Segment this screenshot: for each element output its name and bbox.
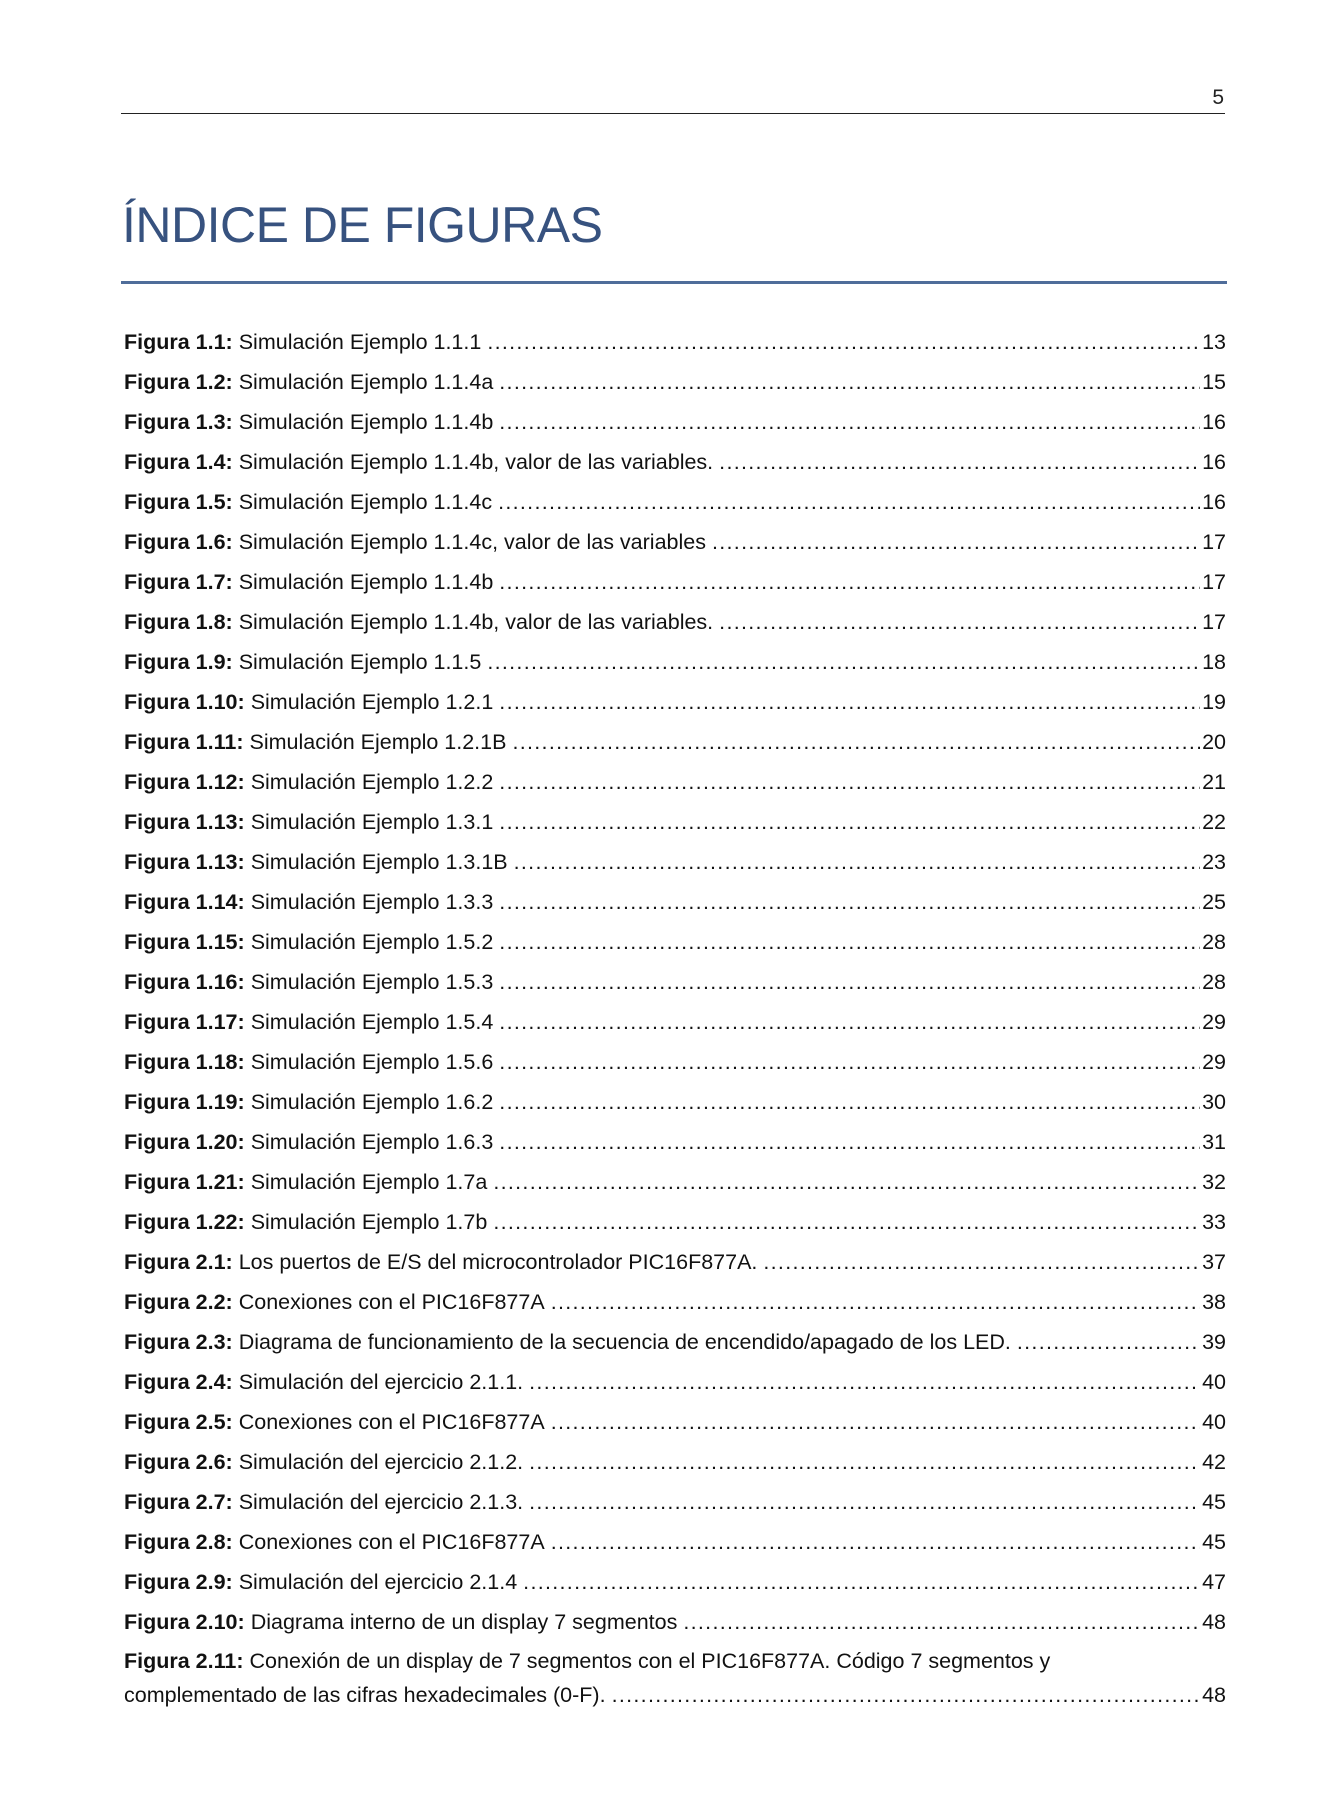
dot-leader	[493, 1162, 1200, 1202]
page-ref: 39	[1202, 1330, 1226, 1354]
toc-entry[interactable]	[124, 1122, 1226, 1162]
figure-caption: Simulación Ejemplo 1.6.2	[250, 1090, 494, 1114]
title-rule	[121, 281, 1227, 284]
figure-label: Figura 2.1:	[124, 1250, 233, 1274]
figure-label: Figura 1.22:	[124, 1210, 245, 1234]
page-ref: 15	[1202, 370, 1226, 394]
toc-entry[interactable]	[124, 1562, 1226, 1602]
dot-leader	[499, 882, 1200, 922]
figure-caption: Simulación del ejercicio 2.1.3.	[238, 1490, 524, 1514]
figure-label: Figura 2.8:	[124, 1530, 233, 1554]
page-ref: 20	[1202, 730, 1226, 754]
figure-caption: Simulación Ejemplo 1.1.4c, valor de las variables	[238, 530, 706, 554]
page-ref: 13	[1202, 330, 1226, 354]
dot-leader	[712, 522, 1200, 562]
dot-leader	[523, 1562, 1200, 1602]
dot-leader	[499, 962, 1200, 1002]
toc-entry[interactable]	[124, 1082, 1226, 1122]
figure-label: Figura 1.11:	[124, 730, 244, 754]
figure-caption: Conexiones con el PIC16F877A	[238, 1290, 545, 1314]
toc-entry[interactable]	[124, 1602, 1226, 1642]
figure-caption-continued: complementado de las cifras hexadecimales (0-F).	[124, 1683, 606, 1707]
toc-entry[interactable]	[124, 1202, 1226, 1242]
dot-leader	[1017, 1322, 1200, 1362]
figure-label: Figura 2.3:	[124, 1330, 233, 1354]
page-ref: 40	[1202, 1370, 1226, 1394]
figure-caption: Simulación Ejemplo 1.1.5	[238, 650, 482, 674]
page-ref: 25	[1202, 890, 1226, 914]
dot-leader	[529, 1362, 1200, 1402]
toc-entry[interactable]	[124, 682, 1226, 722]
figure-label: Figura 1.1:	[124, 330, 233, 354]
figure-caption: Simulación Ejemplo 1.3.1	[250, 810, 494, 834]
page-ref: 33	[1202, 1210, 1226, 1234]
figure-label: Figura 2.2:	[124, 1290, 233, 1314]
page-ref: 37	[1202, 1250, 1226, 1274]
figure-caption: Los puertos de E/S del microcontrolador PIC16F877A.	[238, 1250, 758, 1274]
toc-entry[interactable]	[124, 602, 1226, 642]
figure-label: Figura 1.4:	[124, 450, 233, 474]
dot-leader	[493, 1202, 1200, 1242]
figure-caption: Simulación Ejemplo 1.2.2	[250, 770, 494, 794]
dot-leader	[551, 1282, 1200, 1322]
page-ref: 17	[1202, 530, 1226, 554]
figure-caption: Simulación Ejemplo 1.5.3	[250, 970, 494, 994]
figure-label: Figura 1.7:	[124, 570, 233, 594]
figure-index-list	[124, 322, 1226, 1712]
dot-leader	[612, 1678, 1201, 1712]
page-ref: 28	[1202, 970, 1226, 994]
figure-caption: Simulación del ejercicio 2.1.1.	[238, 1370, 524, 1394]
page-ref: 29	[1202, 1050, 1226, 1074]
figure-label: Figura 1.19:	[124, 1090, 245, 1114]
page-title: ÍNDICE DE FIGURAS	[122, 197, 603, 253]
figure-caption: Simulación Ejemplo 1.7b	[250, 1210, 488, 1234]
figure-label: Figura 2.4:	[124, 1370, 233, 1394]
dot-leader	[499, 1002, 1200, 1042]
dot-leader	[551, 1402, 1200, 1442]
figure-label: Figura 1.5:	[124, 490, 233, 514]
toc-entry[interactable]	[124, 1442, 1226, 1482]
toc-entry[interactable]	[124, 1322, 1226, 1362]
dot-leader	[763, 1242, 1200, 1282]
dot-leader	[499, 362, 1200, 402]
page-ref: 28	[1202, 930, 1226, 954]
page-ref: 42	[1202, 1450, 1226, 1474]
toc-entry[interactable]	[124, 722, 1226, 762]
dot-leader	[529, 1442, 1200, 1482]
dot-leader	[499, 682, 1200, 722]
figure-caption: Simulación Ejemplo 1.1.4c	[238, 490, 493, 514]
dot-leader	[499, 562, 1200, 602]
toc-entry[interactable]	[124, 402, 1226, 442]
figure-label: Figura 1.13:	[124, 810, 245, 834]
figure-label: Figura 1.2:	[124, 370, 233, 394]
figure-label: Figura 1.12:	[124, 770, 245, 794]
figure-label: Figura 1.10:	[124, 690, 245, 714]
page-ref: 16	[1202, 450, 1226, 474]
dot-leader	[499, 402, 1200, 442]
figure-caption: Simulación Ejemplo 1.2.1B	[249, 730, 507, 754]
dot-leader	[499, 762, 1200, 802]
toc-entry[interactable]	[124, 1042, 1226, 1082]
page-ref: 47	[1202, 1570, 1226, 1594]
page-ref: 48	[1202, 1683, 1226, 1707]
figure-label: Figura 2.9:	[124, 1570, 233, 1594]
dot-leader	[499, 1042, 1200, 1082]
toc-entry[interactable]	[124, 1242, 1226, 1282]
dot-leader	[487, 322, 1200, 362]
figure-label: Figura 2.5:	[124, 1410, 233, 1434]
toc-entry[interactable]	[124, 642, 1226, 682]
dot-leader	[514, 842, 1200, 882]
figure-label: Figura 2.6:	[124, 1450, 233, 1474]
toc-entry-second-line	[124, 1678, 1226, 1712]
toc-entry[interactable]	[124, 1002, 1226, 1042]
figure-label: Figura 1.18:	[124, 1050, 245, 1074]
figure-caption: Simulación Ejemplo 1.5.2	[250, 930, 494, 954]
figure-caption: Simulación Ejemplo 1.3.3	[250, 890, 494, 914]
figure-label: Figura 1.13:	[124, 850, 245, 874]
toc-entry[interactable]	[124, 1362, 1226, 1402]
figure-label: Figura 1.20:	[124, 1130, 245, 1154]
figure-caption: Simulación Ejemplo 1.1.1	[238, 330, 482, 354]
figure-caption: Simulación Ejemplo 1.3.1B	[250, 850, 508, 874]
toc-entry[interactable]	[124, 962, 1226, 1002]
dot-leader	[719, 602, 1200, 642]
figure-caption: Simulación Ejemplo 1.1.4b	[238, 410, 494, 434]
dot-leader	[499, 1122, 1200, 1162]
dot-leader	[499, 802, 1200, 842]
figure-caption: Simulación del ejercicio 2.1.2.	[238, 1450, 524, 1474]
figure-caption: Conexiones con el PIC16F877A	[238, 1530, 545, 1554]
figure-label: Figura 1.3:	[124, 410, 233, 434]
dot-leader	[719, 442, 1200, 482]
page-ref: 32	[1202, 1170, 1226, 1194]
toc-entry[interactable]	[124, 802, 1226, 842]
page-ref: 30	[1202, 1090, 1226, 1114]
figure-caption: Simulación Ejemplo 1.1.4b, valor de las variables.	[238, 450, 714, 474]
figure-caption: Simulación Ejemplo 1.1.4b, valor de las variables.	[238, 610, 714, 634]
toc-entry[interactable]	[124, 322, 1226, 362]
figure-caption: Simulación Ejemplo 1.2.1	[250, 690, 494, 714]
header-rule	[121, 113, 1225, 114]
dot-leader	[551, 1522, 1200, 1562]
dot-leader	[498, 482, 1200, 522]
figure-label: Figura 1.14:	[124, 890, 245, 914]
toc-entry[interactable]	[124, 1162, 1226, 1202]
toc-entry[interactable]	[124, 562, 1226, 602]
figure-label: Figura 2.11:	[124, 1649, 244, 1673]
figure-caption: Simulación Ejemplo 1.5.4	[250, 1010, 494, 1034]
figure-caption: Simulación Ejemplo 1.7a	[250, 1170, 488, 1194]
figure-label: Figura 1.6:	[124, 530, 233, 554]
page-ref: 40	[1202, 1410, 1226, 1434]
toc-entry[interactable]	[124, 1482, 1226, 1522]
page-ref: 38	[1202, 1290, 1226, 1314]
toc-entry[interactable]	[124, 1402, 1226, 1442]
figure-caption: Simulación Ejemplo 1.6.3	[250, 1130, 494, 1154]
dot-leader	[683, 1602, 1200, 1642]
figure-caption: Conexión de un display de 7 segmentos con el PIC16F877A. Código 7 segmentos y	[249, 1649, 1051, 1673]
dot-leader	[499, 922, 1200, 962]
figure-label: Figura 1.8:	[124, 610, 233, 634]
page-ref: 16	[1202, 410, 1226, 434]
dot-leader	[529, 1482, 1200, 1522]
page-number: 5	[1212, 86, 1224, 109]
page-ref: 45	[1202, 1530, 1226, 1554]
toc-entry[interactable]	[124, 482, 1226, 522]
toc-entry[interactable]	[124, 1644, 1226, 1712]
page-ref: 19	[1202, 690, 1226, 714]
page-ref: 21	[1202, 770, 1226, 794]
page-ref: 17	[1202, 610, 1226, 634]
page-ref: 31	[1202, 1130, 1226, 1154]
toc-entry[interactable]	[124, 522, 1226, 562]
page-ref: 48	[1202, 1610, 1226, 1634]
toc-entry[interactable]	[124, 362, 1226, 402]
page-ref: 45	[1202, 1490, 1226, 1514]
page-ref: 16	[1202, 490, 1226, 514]
figure-label: Figura 2.7:	[124, 1490, 233, 1514]
figure-label: Figura 1.15:	[124, 930, 245, 954]
page-ref: 22	[1202, 810, 1226, 834]
dot-leader	[499, 1082, 1200, 1122]
figure-caption: Conexiones con el PIC16F877A	[238, 1410, 545, 1434]
toc-entry[interactable]	[124, 1522, 1226, 1562]
figure-label: Figura 2.10:	[124, 1610, 245, 1634]
toc-entry[interactable]	[124, 762, 1226, 802]
toc-entry[interactable]	[124, 842, 1226, 882]
dot-leader	[487, 642, 1200, 682]
page-ref: 23	[1202, 850, 1226, 874]
page-ref: 18	[1202, 650, 1226, 674]
toc-entry[interactable]	[124, 922, 1226, 962]
figure-caption: Simulación Ejemplo 1.1.4b	[238, 570, 494, 594]
figure-caption: Simulación Ejemplo 1.5.6	[250, 1050, 494, 1074]
figure-caption: Diagrama de funcionamiento de la secuencia de encendido/apagado de los LED.	[238, 1330, 1011, 1354]
figure-label: Figura 1.16:	[124, 970, 245, 994]
page-ref: 29	[1202, 1010, 1226, 1034]
figure-label: Figura 1.17:	[124, 1010, 245, 1034]
toc-entry[interactable]	[124, 1282, 1226, 1322]
figure-caption: Simulación del ejercicio 2.1.4	[238, 1570, 518, 1594]
toc-entry-first-line	[124, 1644, 1226, 1678]
figure-label: Figura 1.9:	[124, 650, 233, 674]
toc-entry[interactable]	[124, 882, 1226, 922]
figure-caption: Simulación Ejemplo 1.1.4a	[238, 370, 494, 394]
dot-leader	[512, 722, 1200, 762]
figure-label: Figura 1.21:	[124, 1170, 245, 1194]
page-ref: 17	[1202, 570, 1226, 594]
figure-caption: Diagrama interno de un display 7 segmentos	[250, 1610, 678, 1634]
toc-entry[interactable]	[124, 442, 1226, 482]
